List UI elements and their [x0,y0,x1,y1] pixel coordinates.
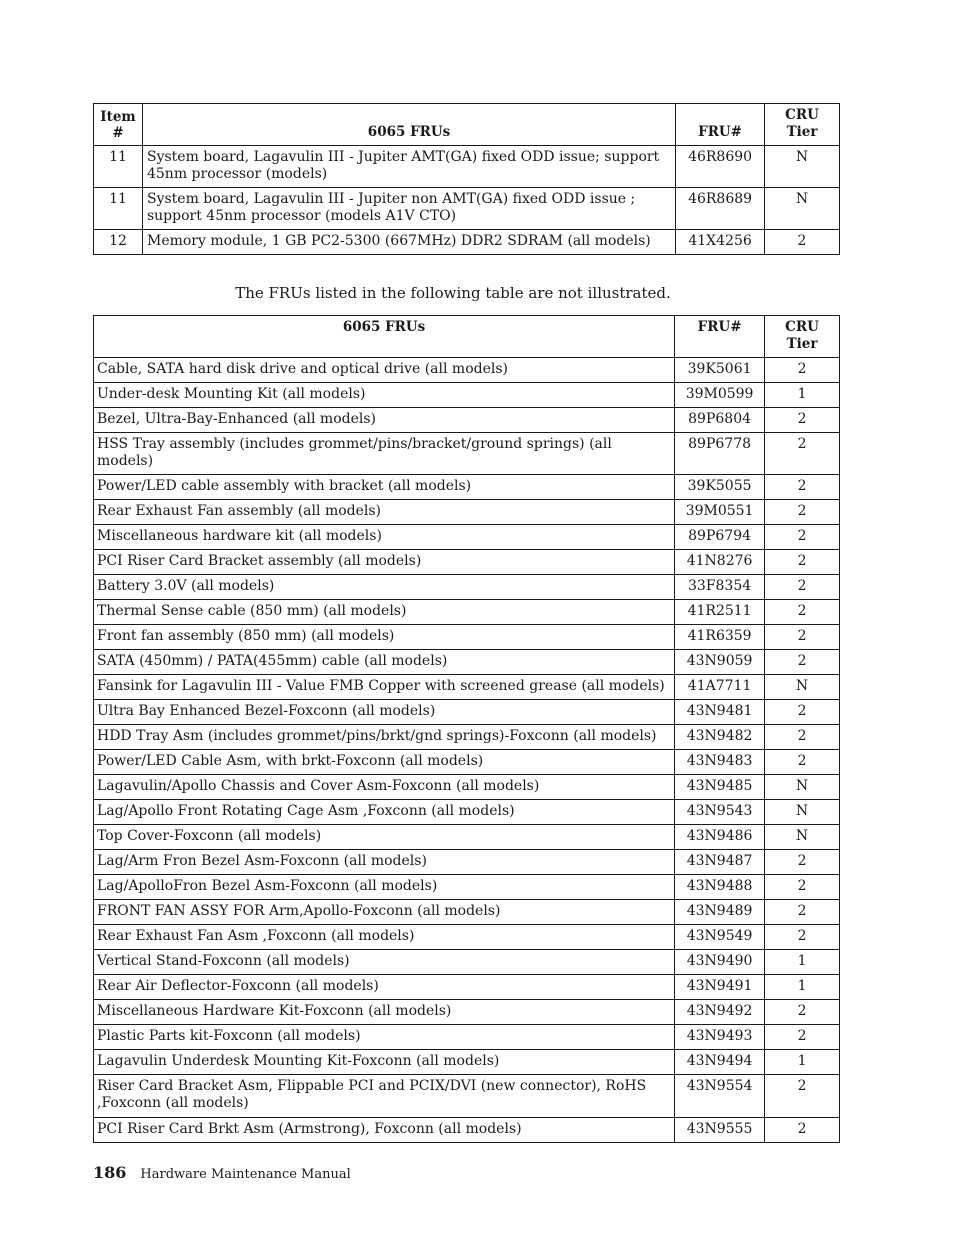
cru-tier: N [765,800,840,825]
fru-number: 89P6804 [675,408,765,433]
fru-number: 39M0599 [675,383,765,408]
cru-tier: 2 [765,433,840,475]
fru-number: 43N9489 [675,900,765,925]
cru-tier: 2 [765,925,840,950]
table-row [94,725,840,750]
header-frus: 6065 FRUs [94,316,675,358]
cru-tier: 2 [765,625,840,650]
fru-description: Lag/ApolloFron Bezel Asm-Foxconn (all models) [94,875,675,900]
table-row [94,800,840,825]
fru-table-not-illustrated [93,315,840,1143]
fru-number: 43N9543 [675,800,765,825]
cru-tier: 2 [765,1075,840,1118]
table-row [94,1075,840,1118]
table-row [94,408,840,433]
fru-description: Lag/Arm Fron Bezel Asm-Foxconn (all models) [94,850,675,875]
fru-description: PCI Riser Card Brkt Asm (Armstrong), Foxconn (all models) [94,1118,675,1143]
fru-number: 41R2511 [675,600,765,625]
fru-description: Miscellaneous Hardware Kit-Foxconn (all models) [94,1000,675,1025]
fru-description: Plastic Parts kit-Foxconn (all models) [94,1025,675,1050]
cru-tier: N [765,825,840,850]
header-frus: 6065 FRUs [142,104,675,146]
fru-description: Front fan assembly (850 mm) (all models) [94,625,675,650]
table-row [94,1000,840,1025]
fru-number: 43N9494 [675,1050,765,1075]
cru-tier: 1 [765,950,840,975]
cru-tier: 1 [765,1050,840,1075]
fru-number: 39K5061 [675,358,765,383]
table-row [94,358,840,383]
fru-number: 39M0551 [675,500,765,525]
table-row [94,775,840,800]
table-row [94,850,840,875]
cru-tier: 1 [765,383,840,408]
fru-number: 43N9493 [675,1025,765,1050]
cru-tier: 2 [765,1025,840,1050]
cru-tier: 2 [765,850,840,875]
fru-description: Ultra Bay Enhanced Bezel-Foxconn (all models) [94,700,675,725]
fru-table-illustrated [93,103,840,255]
table-row [94,230,840,255]
cru-tier: 2 [765,750,840,775]
fru-number: 43N9488 [675,875,765,900]
page-number: 186 [93,1163,127,1182]
fru-description: Bezel, Ultra-Bay-Enhanced (all models) [94,408,675,433]
table-row [94,146,840,188]
fru-description: Miscellaneous hardware kit (all models) [94,525,675,550]
fru-number: 43N9549 [675,925,765,950]
table-row [94,875,840,900]
table-row [94,1025,840,1050]
fru-description: Rear Exhaust Fan Asm ,Foxconn (all models) [94,925,675,950]
table-row [94,433,840,475]
fru-description: Power/LED cable assembly with bracket (all models) [94,475,675,500]
fru-description: HDD Tray Asm (includes grommet/pins/brkt/gnd springs)-Foxconn (all models) [94,725,675,750]
cru-tier: 2 [765,700,840,725]
fru-number: 43N9486 [675,825,765,850]
fru-description: Fansink for Lagavulin III - Value FMB Copper with screened grease (all models) [94,675,675,700]
fru-table-body [94,358,840,1143]
fru-description: Cable, SATA hard disk drive and optical drive (all models) [94,358,675,383]
fru-number: 41R6359 [675,625,765,650]
cru-tier: N [765,188,840,230]
fru-description: Lagavulin/Apollo Chassis and Cover Asm-Foxconn (all models) [94,775,675,800]
fru-number: 41A7711 [675,675,765,700]
fru-number: 46R8689 [676,188,765,230]
item-number: 12 [94,230,143,255]
header-item-number: Item # [94,104,143,146]
fru-description: PCI Riser Card Bracket assembly (all models) [94,550,675,575]
fru-number: 43N9492 [675,1000,765,1025]
cru-tier: 2 [765,408,840,433]
fru-number: 43N9555 [675,1118,765,1143]
table-row [94,550,840,575]
item-number: 11 [94,188,143,230]
header-fru-number: FRU# [676,104,765,146]
cru-tier: 2 [765,500,840,525]
cru-tier: 2 [765,230,840,255]
fru-number: 43N9487 [675,850,765,875]
page-footer [93,1163,351,1182]
header-fru-number: FRU# [675,316,765,358]
fru-number: 43N9554 [675,1075,765,1118]
table-row [94,1050,840,1075]
fru-number: 41N8276 [675,550,765,575]
fru-description: Battery 3.0V (all models) [94,575,675,600]
cru-tier: N [765,775,840,800]
cru-tier: 2 [765,475,840,500]
fru-description: SATA (450mm) / PATA(455mm) cable (all models) [94,650,675,675]
table-header-row [94,316,840,358]
table-row [94,475,840,500]
table-row [94,188,840,230]
fru-description: Top Cover-Foxconn (all models) [94,825,675,850]
table-row [94,500,840,525]
cru-tier: 1 [765,975,840,1000]
fru-description: System board, Lagavulin III - Jupiter non AMT(GA) fixed ODD issue ; support 45nm processor (models A1V CTO) [142,188,675,230]
table-row [94,525,840,550]
header-cru-tier: CRU Tier [765,316,840,358]
fru-number: 33F8354 [675,575,765,600]
table-row [94,825,840,850]
fru-description: Memory module, 1 GB PC2-5300 (667MHz) DDR2 SDRAM (all models) [142,230,675,255]
item-number: 11 [94,146,143,188]
cru-tier: 2 [765,550,840,575]
fru-number: 43N9491 [675,975,765,1000]
fru-description: Under-desk Mounting Kit (all models) [94,383,675,408]
header-cru-tier: CRU Tier [765,104,840,146]
fru-number: 89P6794 [675,525,765,550]
fru-description: Lag/Apollo Front Rotating Cage Asm ,Foxconn (all models) [94,800,675,825]
cru-tier: N [765,675,840,700]
fru-description: HSS Tray assembly (includes grommet/pins/bracket/ground springs) (all models) [94,433,675,475]
cru-tier: 2 [765,575,840,600]
table-row [94,625,840,650]
fru-number: 43N9059 [675,650,765,675]
cru-tier: 2 [765,900,840,925]
table-row [94,575,840,600]
fru-number: 43N9482 [675,725,765,750]
fru-description: Rear Air Deflector-Foxconn (all models) [94,975,675,1000]
table-row [94,750,840,775]
fru-number: 41X4256 [676,230,765,255]
cru-tier: 2 [765,1000,840,1025]
table-row [94,900,840,925]
fru-description: Riser Card Bracket Asm, Flippable PCI and PCIX/DVI (new connector), RoHS ,Foxconn (all models) [94,1075,675,1118]
fru-description: FRONT FAN ASSY FOR Arm,Apollo-Foxconn (all models) [94,900,675,925]
fru-description: Thermal Sense cable (850 mm) (all models) [94,600,675,625]
table-row [94,383,840,408]
fru-description: Power/LED Cable Asm, with brkt-Foxconn (all models) [94,750,675,775]
cru-tier: 2 [765,358,840,383]
table-row [94,1118,840,1143]
fru-number: 43N9490 [675,950,765,975]
fru-description: System board, Lagavulin III - Jupiter AMT(GA) fixed ODD issue; support 45nm processor (models) [142,146,675,188]
table-row [94,950,840,975]
fru-number: 43N9483 [675,750,765,775]
fru-number: 43N9481 [675,700,765,725]
cru-tier: 2 [765,600,840,625]
fru-number: 43N9485 [675,775,765,800]
fru-description: Vertical Stand-Foxconn (all models) [94,950,675,975]
table-caption: The FRUs listed in the following table are not illustrated. [235,284,671,302]
fru-description: Rear Exhaust Fan assembly (all models) [94,500,675,525]
manual-title: Hardware Maintenance Manual [140,1167,351,1182]
cru-tier: 2 [765,650,840,675]
table-row [94,600,840,625]
fru-description: Lagavulin Underdesk Mounting Kit-Foxconn (all models) [94,1050,675,1075]
cru-tier: 2 [765,725,840,750]
cru-tier: N [765,146,840,188]
cru-tier: 2 [765,875,840,900]
table-header-row [94,104,840,146]
table-row [94,925,840,950]
table-row [94,650,840,675]
table-row [94,675,840,700]
cru-tier: 2 [765,1118,840,1143]
table-row [94,975,840,1000]
table-row [94,700,840,725]
cru-tier: 2 [765,525,840,550]
fru-number: 39K5055 [675,475,765,500]
fru-number: 46R8690 [676,146,765,188]
fru-number: 89P6778 [675,433,765,475]
